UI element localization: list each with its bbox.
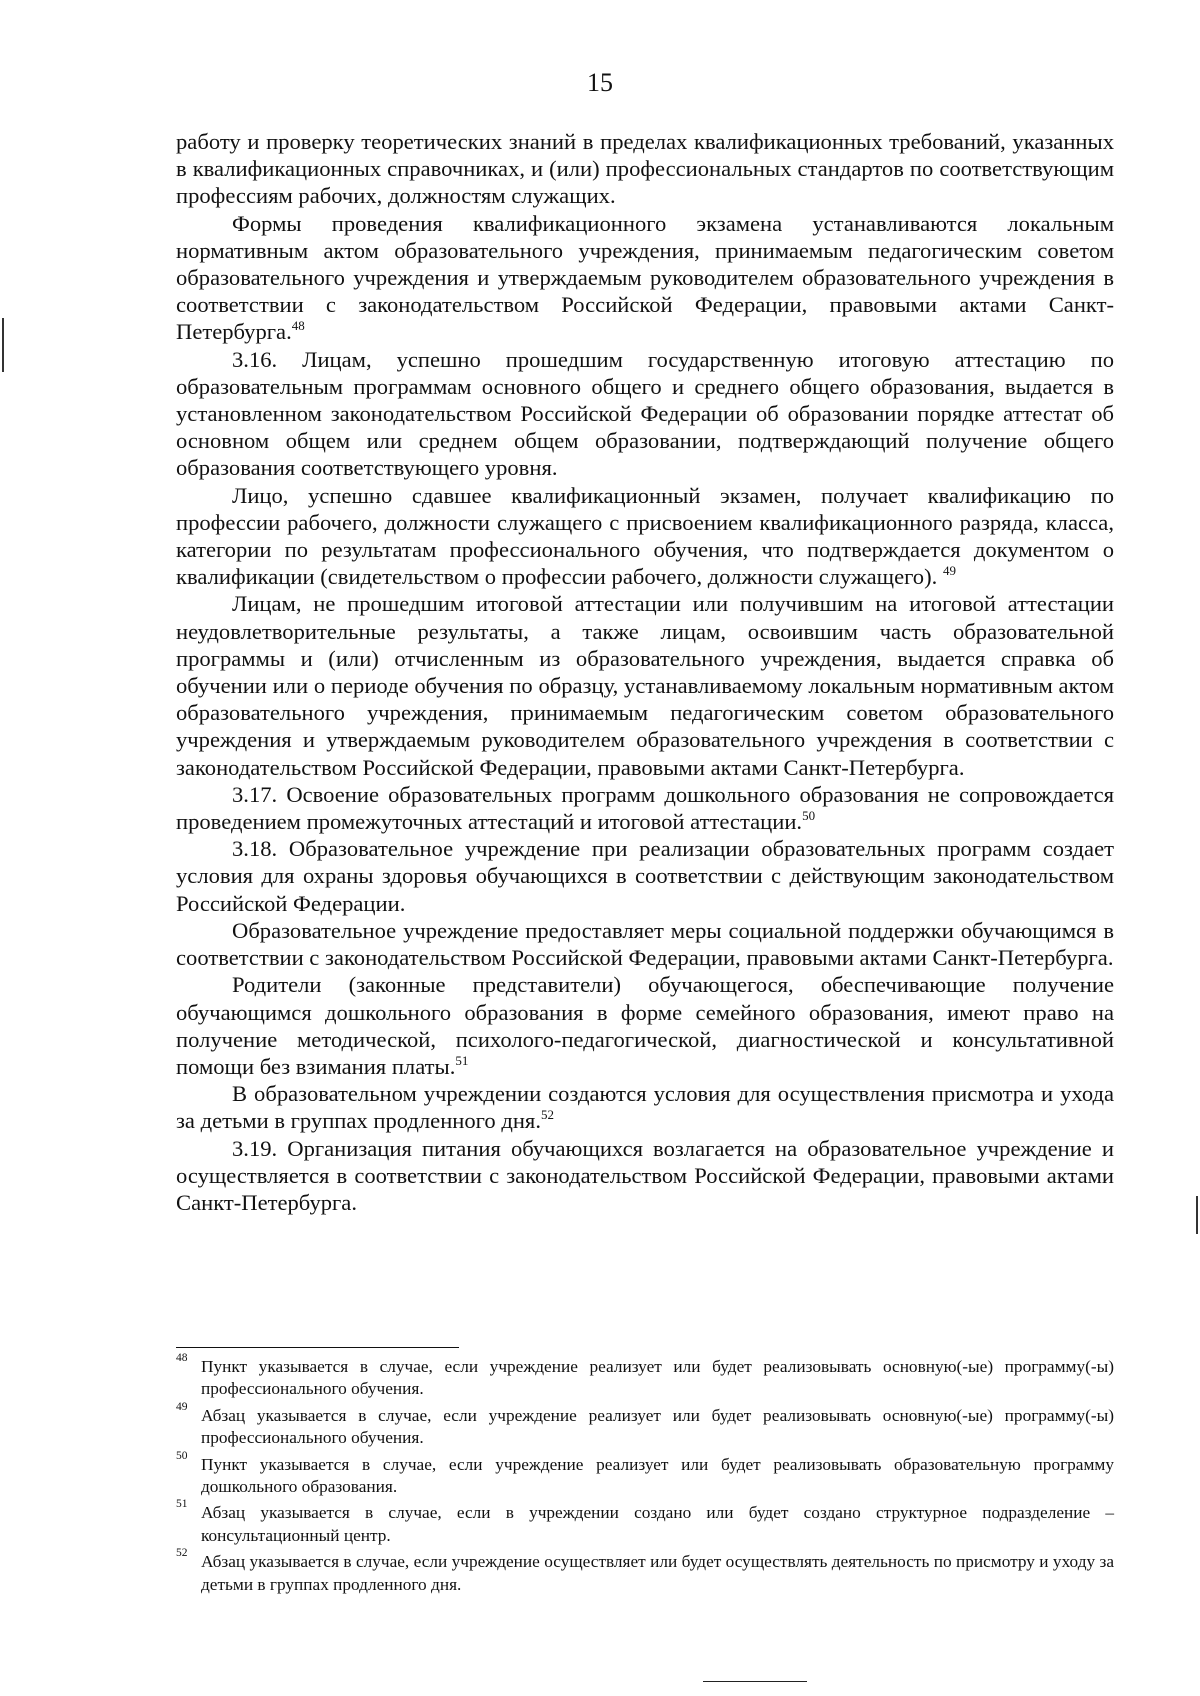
paragraph-text: Образовательное учреждение предоставляет меры социальной поддержки обучающимся в соответствии с законодательством Российской Федерации, правовыми актами Санкт-Петербурга.: [176, 917, 1114, 971]
paragraph: [176, 1135, 1114, 1217]
scan-margin-mark: [1196, 1196, 1198, 1234]
footnote-text: Абзац указывается в случае, если в учреждении создано или будет создано структурное подразделение – консультационный центр.: [201, 1503, 1114, 1545]
paragraph: [176, 971, 1114, 1080]
footnote: [176, 1352, 1114, 1401]
footnote-number: 52: [176, 1547, 188, 1560]
footnote-text: Пункт указывается в случае, если учреждение реализует или будет реализовывать образовательную программу дошкольного образования.: [201, 1454, 1114, 1497]
paragraph: [176, 781, 1114, 835]
paragraph-text: 3.17. Освоение образовательных программ дошкольного образования не сопровождается проведением промежуточных аттестаций и итоговой аттестации.: [176, 781, 1114, 835]
footnote-ref: 52: [540, 1107, 554, 1123]
paragraph: [176, 590, 1114, 780]
footnote-separator: [176, 1347, 459, 1348]
footnote-text: Абзац указывается в случае, если учреждение осуществляет или будет осуществлять деятельность по присмотру и уходу за детьми в группах продленного дня.: [201, 1552, 1114, 1594]
body-text: [176, 128, 1114, 1216]
footnote-ref: 51: [455, 1052, 469, 1068]
paragraph: [176, 482, 1114, 591]
paragraph-text: Лицо, успешно сдавшее квалификационный экзамен, получает квалификацию по профессии рабочего, должности служащего с присвоением квалификационного разряда, класса, категории по результатам профессионального обучения, что подтверждается документом о квалификации (свидетельством о профессии рабочего, должности служащего).: [176, 482, 1114, 590]
footnote: [176, 1449, 1114, 1499]
paragraph: [176, 210, 1114, 346]
paragraph-text: Формы проведения квалификационного экзамена устанавливаются локальным нормативным актом образовательного учреждения, принимаемым педагогическим советом образовательного учреждения и утверждаемым руководителем образовательного учреждения в соответствии с законодательством Российской Федерации, правовыми актами Санкт-Петербурга.: [176, 210, 1114, 345]
paragraph-text: Лицам, не прошедшим итоговой аттестации или получившим на итоговой аттестации неудовлетворительные результаты, а также лицам, освоившим часть образовательной программы и (или) отчисленным из образовательного учреждения, выдается справка об обучении или о периоде обучения по образцу, устанавливаемому локальным нормативным актом образовательного учреждения, принимаемым педагогическим советом образовательного учреждения и утверждаемым руководителем образовательного учреждения в соответствии с законодательством Российской Федерации, правовыми актами Санкт-Петербурга.: [176, 591, 1114, 780]
footnote-ref: 49: [942, 563, 956, 579]
paragraph-text: 3.19. Организация питания обучающихся возлагается на образовательное учреждение и осуществляется в соответствии с законодательством Российской Федерации, правовыми актами Санкт-Петербурга.: [176, 1135, 1114, 1215]
page-number: 15: [587, 68, 613, 97]
footnote-text: Пункт указывается в случае, если учреждение реализует или будет реализовывать основную(-ые) программу(-ы) профессионального обучения.: [201, 1357, 1114, 1399]
paragraph: [176, 346, 1114, 482]
footnote-number: 50: [176, 1449, 188, 1462]
footnotes: [176, 1352, 1114, 1600]
footnote-number: 51: [176, 1498, 188, 1511]
footnote-text: Абзац указывается в случае, если учреждение реализует или будет реализовывать основную(-ые) программу(-ы) профессионального обучения.: [201, 1405, 1114, 1448]
paragraph: [176, 1080, 1114, 1134]
scan-margin-mark: [2, 318, 4, 372]
footnote-ref: 48: [291, 318, 305, 334]
footnote-ref: 50: [802, 808, 816, 824]
paragraph-text: 3.18. Образовательное учреждение при реализации образовательных программ создает условия для охраны здоровья обучающихся в соответствии с действующим законодательством Российской Федерации.: [176, 836, 1114, 916]
footnote-number: 49: [176, 1400, 188, 1413]
paragraph-text: Родители (законные представители) обучающегося, обеспечивающие получение обучающимся дошкольного образования в форме семейного образования, имеют право на получение методической, психолого-педагогической, диагностической и консультативной помощи без взимания платы.: [176, 972, 1114, 1079]
paragraph-text: работу и проверку теоретических знаний в пределах квалификационных требований, указанных в квалификационных справочниках, и (или) профессиональных стандартов по соответствующим профессиям рабочих, должностям служащих.: [176, 129, 1114, 209]
paragraph: [176, 917, 1114, 971]
paragraph: [176, 835, 1114, 917]
paragraph-text: В образовательном учреждении создаются условия для осуществления присмотра и ухода за детьми в группах продленного дня.: [176, 1081, 1114, 1134]
paragraph: [176, 128, 1114, 210]
paragraph-text: 3.16. Лицам, успешно прошедшим государственную итоговую аттестацию по образовательным программам основного общего и среднего общего образования, выдается в установленном законодательством Российской Федерации об образовании порядке аттестат об основном общем или среднем общем образовании, подтверждающий получение общего образования соответствующего уровня.: [176, 346, 1114, 481]
footnote-number: 48: [176, 1352, 188, 1364]
scan-bottom-mark: [703, 1681, 807, 1682]
footnote: [176, 1547, 1114, 1596]
footnote: [176, 1400, 1114, 1450]
footnote: [176, 1498, 1114, 1547]
